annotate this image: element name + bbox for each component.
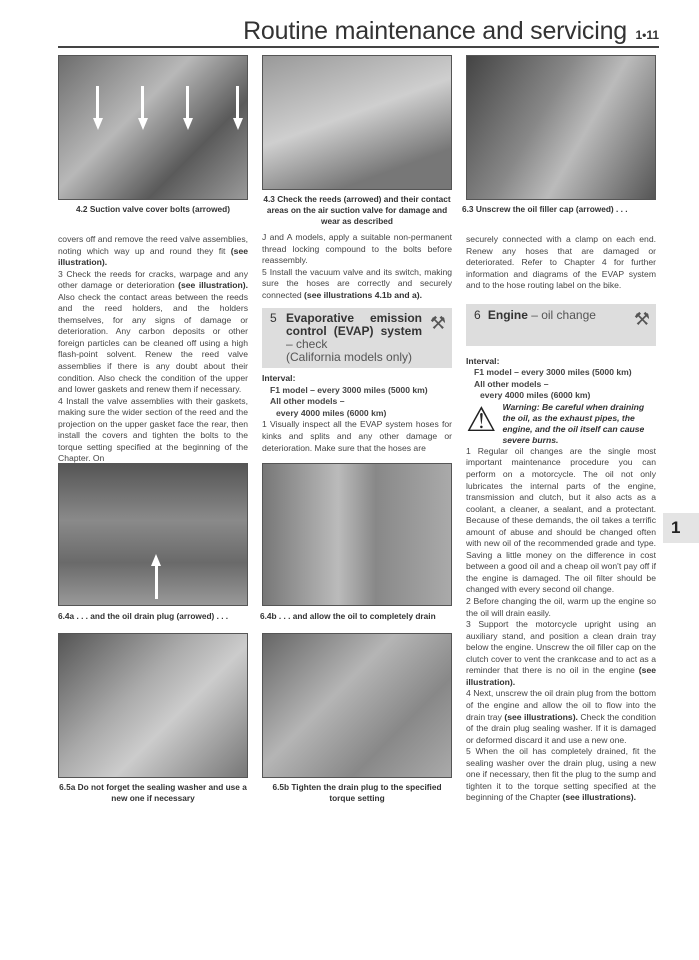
caption-6-4a: 6.4a . . . and the oil drain plug (arrowed) . . . xyxy=(58,611,229,621)
page-title: Routine maintenance and servicing xyxy=(243,17,627,45)
warning-box: ⚠ Warning: Be careful when draining the oil, as the exhaust pipes, the engine, and the oil itself can cause severe burns. xyxy=(466,400,645,445)
text-column-2: J and A models, apply a suitable non-permanent thread locking compound to the bolts before reassembly. 5 Install the vacuum valve and its switch, making sure the hoses are correctly and securely connected (see illustrations 4.1b and a). 5 Evaporative emission control (EVAP) system – check (California models only) ⚒ Interval: F1 model – every 3000 miles (5000 km) All other models – every 4000 miles (6000 km) 1 Visually inspect all the EVAP system hoses for kinks and splits and any other damage or deterioration. Make sure that the hoses are xyxy=(262,232,452,453)
section-heading-5: 5 Evaporative emission control (EVAP) system – check (California models only) ⚒ xyxy=(262,308,452,368)
text-column-1: covers off and remove the reed valve assemblies, noting which way up and round they fit (see illustration). 3 Check the reeds for cracks, warpage and any other damage or deterioration (see illustration). Also check the contact areas between the reeds and the reed holders, and the holders themselves, for any signs of damage or deterioration. Any carbon deposits or other foreign particles can be cleaned off using a high flash-point solvent. Renew the reed valve assemblies if there is any doubt about their condition. Also check the condition of the upper and lower gaskets and renew them if necessary. 4 Install the valve assemblies with their gaskets, making sure the wider section of the reed and the projection on the upper gasket face the rear, then install the covers and tighten the bolts to the torque setting specified at the beginning of the Chapter. On xyxy=(58,234,248,464)
caption-4-2: 4.2 Suction valve cover bolts (arrowed) xyxy=(75,204,230,214)
page-header xyxy=(58,8,659,48)
caption-4-3: 4.3 Check the reeds (arrowed) and their contact areas on the air suction valve for damage and wear as described xyxy=(263,194,451,226)
chapter-tab: 1 xyxy=(663,513,699,543)
photo-4-3 xyxy=(262,55,452,190)
photo-6-4a xyxy=(58,463,248,606)
photo-6-5b xyxy=(262,633,452,778)
photo-6-5a xyxy=(58,633,248,778)
spanner-rating-icon: ⚒ xyxy=(633,308,650,329)
photo-6-3 xyxy=(466,55,656,200)
text-column-3: securely connected with a clamp on each end. Renew any hoses that are damaged or deteriorated. Refer to Chapter 4 for further information and diagrams of the EVAP system and to the hose routing label on the bike. 6 Engine – oil change ⚒ Interval: F1 model – every 3000 miles (5000 km) All other models – every 4000 miles (6000 km) ⚠ Warning: Be careful when draining the oil, as the exhaust pipes, the engine, and the oil itself can cause severe burns. 1 Regular oil changes are the single most important maintenance procedure you can perform on a motorcycle. The oil not only lubricates the internal parts of the engine, transmission and clutch, but it also acts as a coolant, a cleaner, a sealant, and a protectant. Because of these demands, the oil takes a terrific amount of abuse and should be changed often with new oil of the recommended grade and type. Saving a little money on the difference in cost between a good oil and a cheap oil won't pay off if the engine is damaged. The oil filter should be changed with every second oil change. 2 Before changing the oil, warm up the engine so the oil will drain easily. 3 Support the motorcycle upright using an auxiliary stand, and position a clean drain tray below the engine. Unscrew the oil filler cap on the clutch cover to vent the crankcase and to act as a reminder that there is no oil in the engine (see illustration). 4 Next, unscrew the oil drain plug from the bottom of the engine and allow the oil to flow into the drain tray (see illustrations). Check the condition of the drain plug sealing washer. If it is damaged or deformed discard it and use a new one. 5 When the oil has completely drained, fit the sealing washer over the drain plug, using a new one if necessary, then fit the plug to the sump and tighten it to the torque setting specified at the beginning of the Chapter (see illustrations). xyxy=(466,234,657,803)
caption-6-5b: 6.5b Tighten the drain plug to the specified torque setting xyxy=(272,782,442,803)
caption-6-5a: 6.5a Do not forget the sealing washer and use a new one if necessary xyxy=(59,782,247,803)
photo-6-4b xyxy=(262,463,452,606)
caption-6-4b: 6.4b . . . and allow the oil to completely drain xyxy=(260,611,436,621)
caption-6-3: 6.3 Unscrew the oil filler cap (arrowed) . . . xyxy=(462,204,628,214)
section-heading-6: 6 Engine – oil change ⚒ xyxy=(466,304,656,346)
page-number: 1•11 xyxy=(635,28,659,42)
spanner-rating-icon: ⚒ xyxy=(429,313,446,334)
warning-icon: ⚠ xyxy=(466,400,497,439)
photo-4-2 xyxy=(58,55,248,200)
